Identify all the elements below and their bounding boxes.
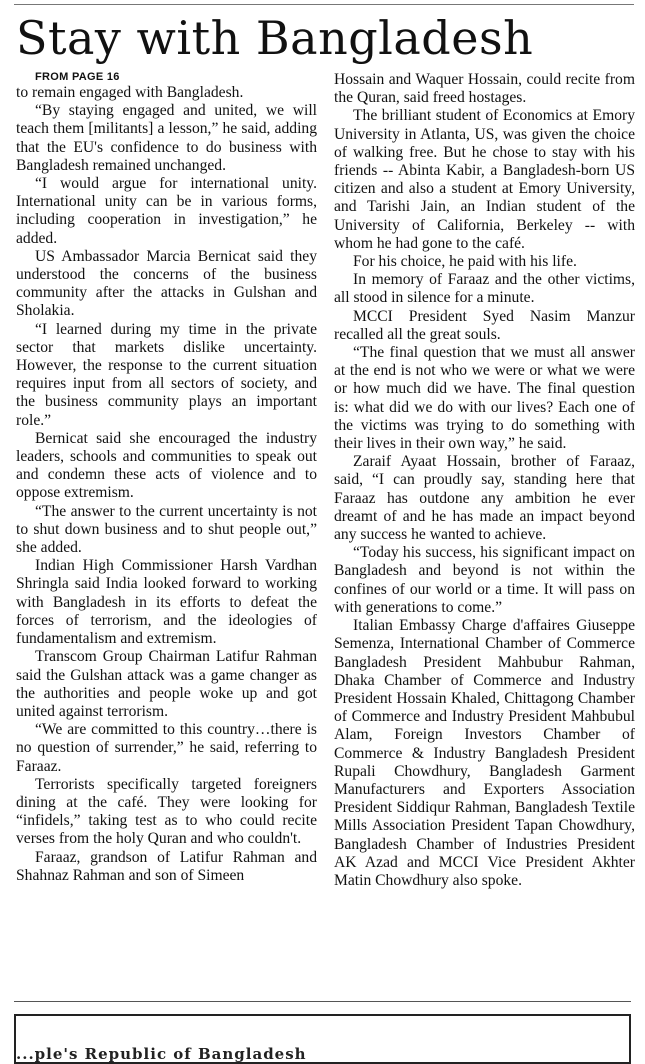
paragraph: to remain engaged with Bangladesh.: [16, 84, 244, 101]
paragraph: MCCI President Syed Nasim Manzur recalled all the great souls.: [334, 307, 635, 343]
paragraph: “Today his success, his significant impact on Bangladesh and beyond is not within the confines of our world or a time. It will pass on with generations to come.”: [334, 544, 635, 616]
paragraph: For his choice, he paid with his life.: [353, 253, 577, 271]
paragraph: Bernicat said she encouraged the industry leaders, schools and communities to speak out and condemn these acts of violence and to oppose extremism.: [16, 429, 317, 502]
paragraph: Indian High Commissioner Harsh Vardhan Shringla said India looked forward to working with Bangladesh in its efforts to defeat the forces of terrorism, and the ideologies of fundamentalism and extremism.: [16, 557, 317, 648]
paragraph: “The final question that we must all answer at the end is not who we were or what we were or how much did we have. The final question is: what did we do with our lives? Each one of the victims was trying to do something with their lives in their own way,” he said.: [334, 344, 635, 453]
paragraph: Faraaz, grandson of Latifur Rahman and Shahnaz Rahman and son of Simeen: [16, 848, 317, 884]
paragraph: US Ambassador Marcia Bernicat said they understood the concerns of the business community after the attacks in Gulshan and Sholakia.: [16, 247, 317, 320]
paragraph: In memory of Faraaz and the other victims, all stood in silence for a minute.: [334, 271, 635, 307]
paragraph: Hossain and Waquer Hossain, could recite from the Quran, said freed hostages.: [334, 71, 635, 107]
paragraph: “I learned during my time in the private sector that markets dislike uncertainty. However, the response to the current situation requires input from all sectors of society, and the business community plays an important role.”: [16, 320, 317, 429]
next-article-text: ...ple's Republic of Bangladesh: [16, 1045, 307, 1063]
paragraph: Italian Embassy Charge d'affaires Giuseppe Semenza, International Chamber of Commerce Bangladesh President Mahbubur Rahman, Dhaka Chamber of Commerce and Industry President Hossain Khaled, Chittagong Chamber of Commerce and Industry President Mahbubul Alam, Foreign Investors Chamber of Commerce & Industry Bangladesh President Rupali Chowdhury, Bangladesh Garment Manufacturers and Exporters Association President Siddiqur Rahman, Bangladesh Textile Mills Association President Tapan Chowdhury, Bangladesh Chamber of Industries President AK Azad and MCCI Vice President Akhter Matin Chowdhury also spoke.: [334, 617, 635, 889]
paragraph: “I would argue for international unity. International unity can be in various forms, including cooperation in investigation,” he added.: [16, 175, 317, 247]
left-column: [16, 70, 317, 885]
next-article-headline-fragment: [16, 1026, 576, 1063]
paragraph: The brilliant student of Economics at Emory University in Atlanta, US, was given the choice of walking free. But he chose to stay with his friends -- Abinta Kabir, a Bangladesh-born US citizen and also a student at Emory University, and Tarishi Jain, an Indian student of the University of California, Berkeley -- with whom he had gone to the café.: [334, 107, 635, 252]
bottom-rule: [14, 1001, 631, 1002]
paragraph: Zaraif Ayaat Hossain, brother of Faraaz, said, “I can proudly say, standing here that Faraaz has outdone any ambition he ever dreamt of and he has made an impact beyond any success he wanted to achieve.: [334, 453, 635, 544]
paragraph: Transcom Group Chairman Latifur Rahman said the Gulshan attack was a game changer as the authorities and people woke up and got united against terrorism.: [16, 648, 317, 720]
article-headline: Stay with Bangladesh: [16, 11, 534, 65]
continuation-label: FROM PAGE 16: [35, 71, 120, 83]
paragraph: “We are committed to this country…there is no question of surrender,” he said, referring to Faraaz.: [16, 721, 317, 775]
paragraph: “By staying engaged and united, we will teach them [militants] a lesson,” he said, adding that the EU's confidence to do business with Bangladesh remained unchanged.: [16, 102, 317, 174]
right-column: [334, 71, 635, 890]
article-body: [16, 70, 635, 998]
paragraph: Terrorists specifically targeted foreigners dining at the café. They were looking for “infidels,” taking test as to who could recite verses from the holy Quran and who couldn't.: [16, 775, 317, 848]
paragraph: “The answer to the current uncertainty is not to shut down business and to shut people out,” she added.: [16, 502, 317, 557]
